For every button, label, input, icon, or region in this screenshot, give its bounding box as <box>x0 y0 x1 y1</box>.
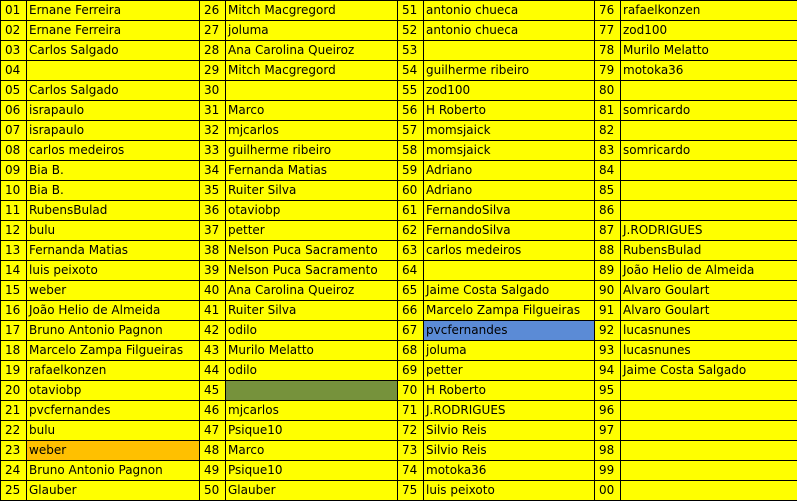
name-cell[interactable]: carlos medeiros <box>424 241 595 261</box>
name-cell[interactable]: Ana Carolina Queiroz <box>226 281 398 301</box>
row-number-cell[interactable]: 95 <box>595 381 621 401</box>
name-cell[interactable]: lucasnunes <box>621 341 797 361</box>
name-cell[interactable] <box>27 61 200 81</box>
row-number-cell[interactable]: 65 <box>398 281 424 301</box>
name-cell[interactable]: RubensBulad <box>27 201 200 221</box>
row-number-cell[interactable]: 07 <box>1 121 27 141</box>
name-cell[interactable]: antonio chueca <box>424 1 595 21</box>
name-cell[interactable]: guilherme ribeiro <box>226 141 398 161</box>
name-cell[interactable]: Ana Carolina Queiroz <box>226 41 398 61</box>
row-number-cell[interactable]: 69 <box>398 361 424 381</box>
name-cell[interactable]: Bia B. <box>27 181 200 201</box>
row-number-cell[interactable]: 16 <box>1 301 27 321</box>
name-cell[interactable]: rafaelkonzen <box>27 361 200 381</box>
row-number-cell[interactable]: 15 <box>1 281 27 301</box>
name-cell[interactable]: petter <box>226 221 398 241</box>
row-number-cell[interactable]: 70 <box>398 381 424 401</box>
row-number-cell[interactable]: 85 <box>595 181 621 201</box>
row-number-cell[interactable]: 35 <box>200 181 226 201</box>
row-number-cell[interactable]: 73 <box>398 441 424 461</box>
row-number-cell[interactable]: 22 <box>1 421 27 441</box>
row-number-cell[interactable]: 88 <box>595 241 621 261</box>
name-cell[interactable]: pvcfernandes <box>27 401 200 421</box>
name-cell[interactable]: FernandoSilva <box>424 201 595 221</box>
name-cell[interactable]: weber <box>27 441 200 461</box>
row-number-cell[interactable]: 09 <box>1 161 27 181</box>
name-cell[interactable]: Glauber <box>226 481 398 501</box>
name-cell[interactable]: Nelson Puca Sacramento <box>226 241 398 261</box>
name-cell[interactable]: joluma <box>424 341 595 361</box>
name-cell[interactable] <box>621 181 797 201</box>
name-cell[interactable]: israpaulo <box>27 121 200 141</box>
name-cell[interactable]: bulu <box>27 421 200 441</box>
row-number-cell[interactable]: 30 <box>200 81 226 101</box>
row-number-cell[interactable]: 24 <box>1 461 27 481</box>
row-number-cell[interactable]: 54 <box>398 61 424 81</box>
name-cell[interactable]: Marco <box>226 101 398 121</box>
row-number-cell[interactable]: 51 <box>398 1 424 21</box>
name-cell[interactable]: Carlos Salgado <box>27 81 200 101</box>
row-number-cell[interactable]: 62 <box>398 221 424 241</box>
row-number-cell[interactable]: 60 <box>398 181 424 201</box>
row-number-cell[interactable]: 83 <box>595 141 621 161</box>
row-number-cell[interactable]: 31 <box>200 101 226 121</box>
name-cell[interactable]: antonio chueca <box>424 21 595 41</box>
row-number-cell[interactable]: 76 <box>595 1 621 21</box>
name-cell[interactable] <box>226 381 398 401</box>
row-number-cell[interactable]: 55 <box>398 81 424 101</box>
row-number-cell[interactable]: 49 <box>200 461 226 481</box>
name-cell[interactable]: Psique10 <box>226 421 398 441</box>
row-number-cell[interactable]: 03 <box>1 41 27 61</box>
name-cell[interactable]: FernandoSilva <box>424 221 595 241</box>
name-cell[interactable]: zod100 <box>424 81 595 101</box>
name-cell[interactable]: Jaime Costa Salgado <box>621 361 797 381</box>
name-cell[interactable]: Bia B. <box>27 161 200 181</box>
row-number-cell[interactable]: 34 <box>200 161 226 181</box>
row-number-cell[interactable]: 74 <box>398 461 424 481</box>
name-cell[interactable] <box>621 81 797 101</box>
name-cell[interactable]: Marcelo Zampa Filgueiras <box>27 341 200 361</box>
name-cell[interactable]: rafaelkonzen <box>621 1 797 21</box>
name-cell[interactable] <box>226 81 398 101</box>
row-number-cell[interactable]: 82 <box>595 121 621 141</box>
row-number-cell[interactable]: 18 <box>1 341 27 361</box>
row-number-cell[interactable]: 01 <box>1 1 27 21</box>
name-cell[interactable] <box>424 41 595 61</box>
row-number-cell[interactable]: 89 <box>595 261 621 281</box>
name-cell[interactable]: Ruiter Silva <box>226 181 398 201</box>
row-number-cell[interactable]: 75 <box>398 481 424 501</box>
name-cell[interactable]: motoka36 <box>621 61 797 81</box>
name-cell[interactable]: mjcarlos <box>226 121 398 141</box>
row-number-cell[interactable]: 11 <box>1 201 27 221</box>
row-number-cell[interactable]: 36 <box>200 201 226 221</box>
row-number-cell[interactable]: 19 <box>1 361 27 381</box>
row-number-cell[interactable]: 41 <box>200 301 226 321</box>
name-cell[interactable]: Bruno Antonio Pagnon <box>27 461 200 481</box>
row-number-cell[interactable]: 78 <box>595 41 621 61</box>
row-number-cell[interactable]: 05 <box>1 81 27 101</box>
name-cell[interactable]: weber <box>27 281 200 301</box>
row-number-cell[interactable]: 47 <box>200 421 226 441</box>
row-number-cell[interactable]: 04 <box>1 61 27 81</box>
name-cell[interactable]: Nelson Puca Sacramento <box>226 261 398 281</box>
row-number-cell[interactable]: 20 <box>1 381 27 401</box>
name-cell[interactable]: Murilo Melatto <box>621 41 797 61</box>
row-number-cell[interactable]: 66 <box>398 301 424 321</box>
name-cell[interactable] <box>621 401 797 421</box>
row-number-cell[interactable]: 80 <box>595 81 621 101</box>
row-number-cell[interactable]: 44 <box>200 361 226 381</box>
row-number-cell[interactable]: 33 <box>200 141 226 161</box>
name-cell[interactable]: Murilo Melatto <box>226 341 398 361</box>
row-number-cell[interactable]: 28 <box>200 41 226 61</box>
row-number-cell[interactable]: 68 <box>398 341 424 361</box>
name-cell[interactable]: Carlos Salgado <box>27 41 200 61</box>
row-number-cell[interactable]: 79 <box>595 61 621 81</box>
name-cell[interactable] <box>621 421 797 441</box>
name-cell[interactable]: Mitch Macgregord <box>226 1 398 21</box>
name-cell[interactable]: Mitch Macgregord <box>226 61 398 81</box>
row-number-cell[interactable]: 71 <box>398 401 424 421</box>
row-number-cell[interactable]: 12 <box>1 221 27 241</box>
name-cell[interactable] <box>621 201 797 221</box>
row-number-cell[interactable]: 29 <box>200 61 226 81</box>
name-cell[interactable]: somricardo <box>621 101 797 121</box>
name-cell[interactable]: luis peixoto <box>424 481 595 501</box>
name-cell[interactable]: carlos medeiros <box>27 141 200 161</box>
name-cell[interactable]: Adriano <box>424 181 595 201</box>
row-number-cell[interactable]: 39 <box>200 261 226 281</box>
row-number-cell[interactable]: 32 <box>200 121 226 141</box>
row-number-cell[interactable]: 86 <box>595 201 621 221</box>
name-cell[interactable]: Adriano <box>424 161 595 181</box>
name-cell[interactable]: H Roberto <box>424 381 595 401</box>
name-cell[interactable] <box>621 121 797 141</box>
row-number-cell[interactable]: 10 <box>1 181 27 201</box>
row-number-cell[interactable]: 50 <box>200 481 226 501</box>
row-number-cell[interactable]: 87 <box>595 221 621 241</box>
name-cell[interactable]: Fernanda Matias <box>27 241 200 261</box>
name-cell[interactable]: Jaime Costa Salgado <box>424 281 595 301</box>
row-number-cell[interactable]: 64 <box>398 261 424 281</box>
row-number-cell[interactable]: 53 <box>398 41 424 61</box>
row-number-cell[interactable]: 13 <box>1 241 27 261</box>
name-cell[interactable] <box>424 261 595 281</box>
row-number-cell[interactable]: 61 <box>398 201 424 221</box>
row-number-cell[interactable]: 21 <box>1 401 27 421</box>
row-number-cell[interactable]: 23 <box>1 441 27 461</box>
row-number-cell[interactable]: 08 <box>1 141 27 161</box>
row-number-cell[interactable]: 48 <box>200 441 226 461</box>
name-cell[interactable]: otaviobp <box>226 201 398 221</box>
name-cell[interactable]: Marcelo Zampa Filgueiras <box>424 301 595 321</box>
name-cell[interactable]: odilo <box>226 321 398 341</box>
row-number-cell[interactable]: 59 <box>398 161 424 181</box>
row-number-cell[interactable]: 84 <box>595 161 621 181</box>
name-cell[interactable]: Alvaro Goulart <box>621 281 797 301</box>
name-cell[interactable]: motoka36 <box>424 461 595 481</box>
row-number-cell[interactable]: 38 <box>200 241 226 261</box>
row-number-cell[interactable]: 91 <box>595 301 621 321</box>
name-cell[interactable]: J.RODRIGUES <box>621 221 797 241</box>
name-cell[interactable]: Alvaro Goulart <box>621 301 797 321</box>
name-cell[interactable]: bulu <box>27 221 200 241</box>
name-cell[interactable]: lucasnunes <box>621 321 797 341</box>
name-cell[interactable]: zod100 <box>621 21 797 41</box>
name-cell[interactable]: momsjaick <box>424 121 595 141</box>
row-number-cell[interactable]: 92 <box>595 321 621 341</box>
name-cell[interactable]: Ernane Ferreira <box>27 1 200 21</box>
row-number-cell[interactable]: 45 <box>200 381 226 401</box>
row-number-cell[interactable]: 42 <box>200 321 226 341</box>
row-number-cell[interactable]: 72 <box>398 421 424 441</box>
row-number-cell[interactable]: 17 <box>1 321 27 341</box>
row-number-cell[interactable]: 93 <box>595 341 621 361</box>
row-number-cell[interactable]: 06 <box>1 101 27 121</box>
name-cell[interactable] <box>621 381 797 401</box>
row-number-cell[interactable]: 94 <box>595 361 621 381</box>
name-cell[interactable]: H Roberto <box>424 101 595 121</box>
name-cell[interactable] <box>621 161 797 181</box>
name-cell[interactable]: Psique10 <box>226 461 398 481</box>
row-number-cell[interactable]: 63 <box>398 241 424 261</box>
name-cell[interactable]: odilo <box>226 361 398 381</box>
row-number-cell[interactable]: 57 <box>398 121 424 141</box>
row-number-cell[interactable]: 40 <box>200 281 226 301</box>
name-cell[interactable]: momsjaick <box>424 141 595 161</box>
name-cell[interactable]: petter <box>424 361 595 381</box>
name-cell[interactable]: Bruno Antonio Pagnon <box>27 321 200 341</box>
row-number-cell[interactable]: 98 <box>595 441 621 461</box>
name-cell[interactable]: otaviobp <box>27 381 200 401</box>
row-number-cell[interactable]: 99 <box>595 461 621 481</box>
row-number-cell[interactable]: 56 <box>398 101 424 121</box>
row-number-cell[interactable]: 52 <box>398 21 424 41</box>
name-cell[interactable]: Silvio Reis <box>424 421 595 441</box>
row-number-cell[interactable]: 00 <box>595 481 621 501</box>
row-number-cell[interactable]: 46 <box>200 401 226 421</box>
row-number-cell[interactable]: 25 <box>1 481 27 501</box>
row-number-cell[interactable]: 81 <box>595 101 621 121</box>
row-number-cell[interactable]: 02 <box>1 21 27 41</box>
name-cell[interactable] <box>621 461 797 481</box>
name-cell[interactable] <box>621 441 797 461</box>
row-number-cell[interactable]: 97 <box>595 421 621 441</box>
name-cell[interactable]: guilherme ribeiro <box>424 61 595 81</box>
name-cell[interactable]: Silvio Reis <box>424 441 595 461</box>
name-cell[interactable]: J.RODRIGUES <box>424 401 595 421</box>
name-cell[interactable]: Marco <box>226 441 398 461</box>
row-number-cell[interactable]: 27 <box>200 21 226 41</box>
row-number-cell[interactable]: 43 <box>200 341 226 361</box>
row-number-cell[interactable]: 67 <box>398 321 424 341</box>
row-number-cell[interactable]: 58 <box>398 141 424 161</box>
name-cell[interactable]: joluma <box>226 21 398 41</box>
row-number-cell[interactable]: 37 <box>200 221 226 241</box>
name-cell[interactable]: somricardo <box>621 141 797 161</box>
name-cell[interactable] <box>621 481 797 501</box>
name-cell[interactable]: Glauber <box>27 481 200 501</box>
name-cell[interactable]: João Helio de Almeida <box>621 261 797 281</box>
name-cell[interactable]: João Helio de Almeida <box>27 301 200 321</box>
name-cell[interactable]: luis peixoto <box>27 261 200 281</box>
row-number-cell[interactable]: 90 <box>595 281 621 301</box>
row-number-cell[interactable]: 77 <box>595 21 621 41</box>
name-cell[interactable]: israpaulo <box>27 101 200 121</box>
name-cell[interactable]: RubensBulad <box>621 241 797 261</box>
row-number-cell[interactable]: 96 <box>595 401 621 421</box>
row-number-cell[interactable]: 14 <box>1 261 27 281</box>
name-cell[interactable]: Ruiter Silva <box>226 301 398 321</box>
name-cell[interactable]: Ernane Ferreira <box>27 21 200 41</box>
name-cell[interactable]: pvcfernandes <box>424 321 595 341</box>
name-cell[interactable]: Fernanda Matias <box>226 161 398 181</box>
row-number-cell[interactable]: 26 <box>200 1 226 21</box>
name-cell[interactable]: mjcarlos <box>226 401 398 421</box>
